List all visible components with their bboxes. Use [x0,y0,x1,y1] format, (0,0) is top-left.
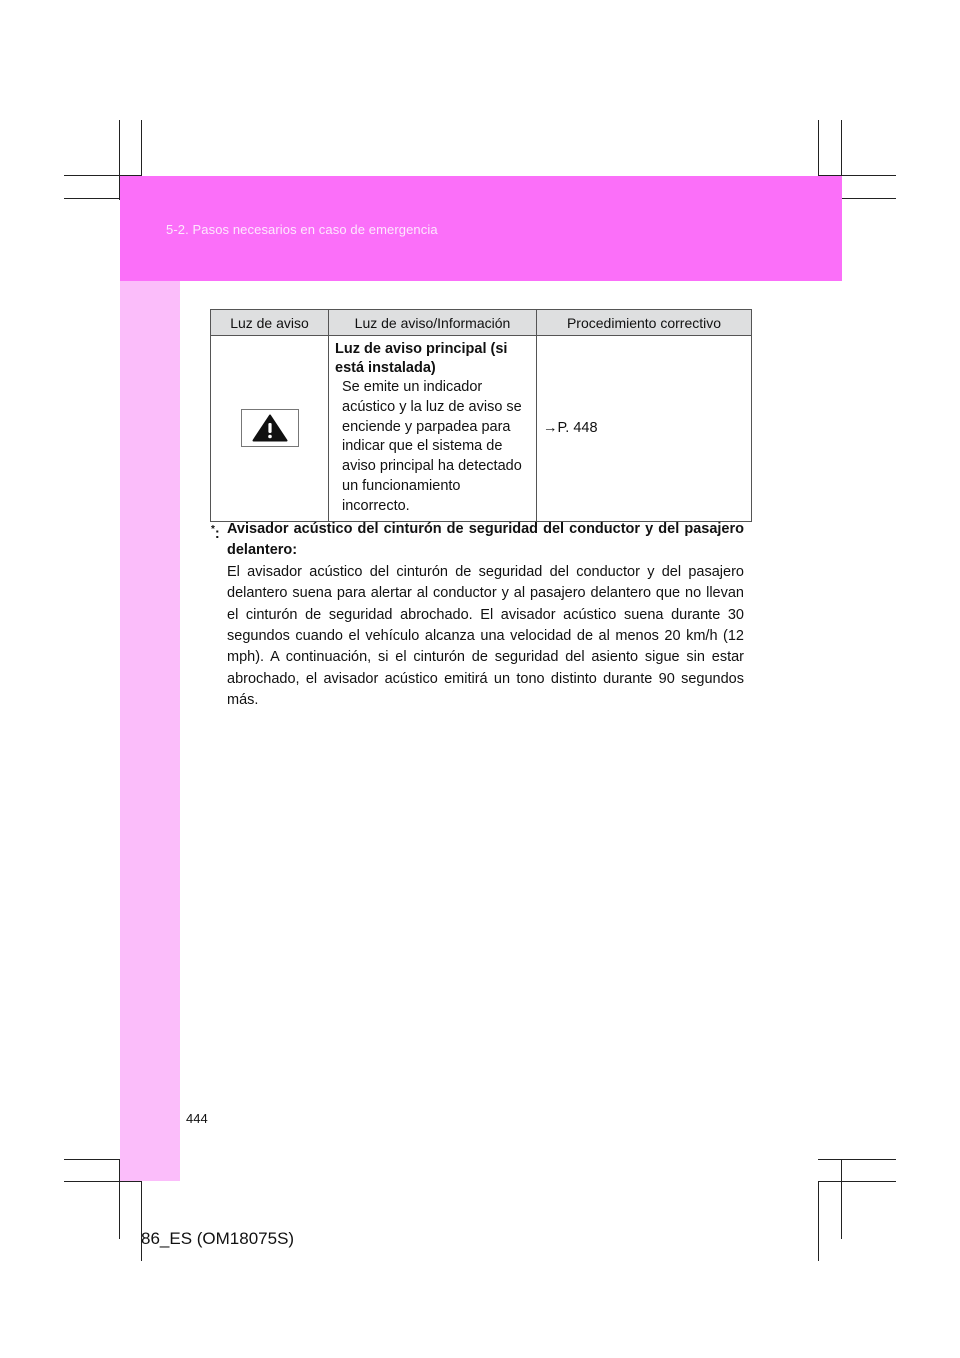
footnote-title: Avisador acústico del cinturón de seguridad del conductor y del pasajero delantero: [227,521,744,559]
document-code: 86_ES (OM18075S) [141,1229,295,1248]
column-header-corrective-procedure: Procedimiento correctivo [537,310,752,336]
warning-info-description: Se emite un indicador acústico y la luz de aviso se enciende y parpadea para indicar que el sistema de aviso principal ha detectado un funcionamiento incorrecto. [342,379,522,514]
crop-mark [841,1159,842,1239]
footnote-body [227,519,744,712]
crop-mark [818,1159,896,1160]
page-reference: →P. 448 [543,420,598,437]
crop-mark [141,1181,142,1261]
crop-mark [818,1181,896,1182]
page-sidebar [120,176,180,1181]
crop-mark [818,1181,819,1261]
crop-mark [64,1181,142,1182]
warning-info-cell [329,336,537,522]
corrective-procedure-cell [537,336,752,522]
page-number: 444 [186,1111,208,1126]
footnote-marker: *: [211,524,220,542]
column-header-warning-info: Luz de aviso/Información [329,310,537,336]
warning-info-title: Luz de aviso principal (si está instalada) [335,341,508,376]
master-warning-triangle-icon [241,409,299,447]
warning-lights-table [210,309,752,522]
footnote [211,519,744,712]
column-header-warning-light: Luz de aviso [211,310,329,336]
section-title: 5-2. Pasos necesarios en caso de emergencia [166,222,438,237]
table-row [211,336,752,522]
warning-light-cell [211,336,329,522]
footnote-text: El avisador acústico del cinturón de seguridad del conductor y del pasajero delantero suena para alertar al conductor y al pasajero delantero que no llevan el cinturón de seguridad abrochado. El avisador acústico suena durante 30 segundos cuando el vehículo alcanza una velocidad de al menos 20 km/h (12 mph). A continuación, si el cinturón de seguridad del asiento sigue sin estar abrochado, el avisador acústico emitirá un tono distinto durante 90 segundos más. [227,563,744,709]
table-header-row [211,310,752,336]
